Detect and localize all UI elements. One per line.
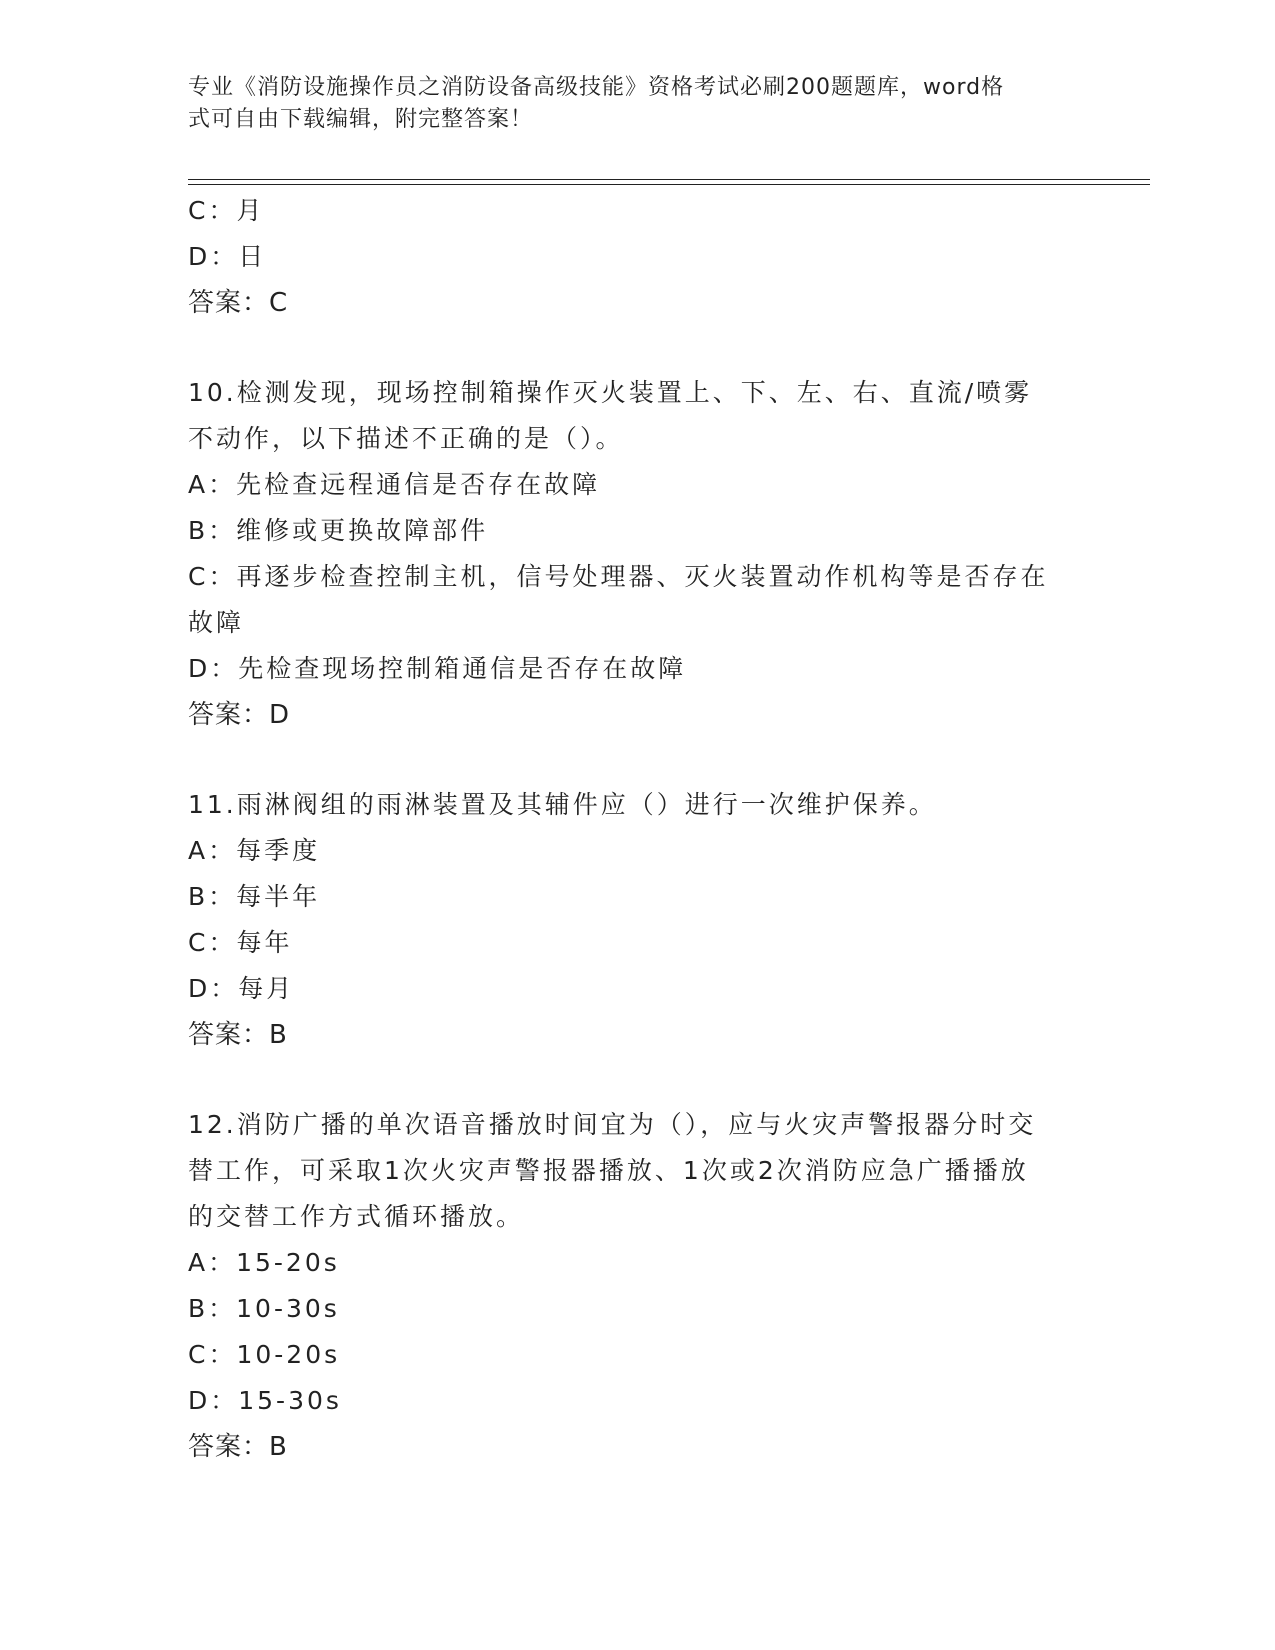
option-line: D：先检查现场控制箱通信是否存在故障 xyxy=(188,654,687,683)
option-line: B：每半年 xyxy=(188,882,321,911)
question-list xyxy=(188,188,1088,1470)
option-line: C：月 xyxy=(188,196,265,225)
question-text: 11.雨淋阀组的雨淋装置及其辅件应（）进行一次维护保养。 xyxy=(188,790,937,819)
option-line: A：先检查远程通信是否存在故障 xyxy=(188,470,601,499)
option-line: B：10-30s xyxy=(188,1294,340,1323)
option-line: 故障 xyxy=(188,608,245,637)
header-line-1: 专业《消防设施操作员之消防设备高级技能》资格考试必刷200题题库，word格 xyxy=(188,75,1005,100)
answer-line: 答案：B xyxy=(188,1020,288,1050)
question-block xyxy=(188,1102,1088,1470)
question-block xyxy=(188,188,1088,326)
block-spacer xyxy=(188,326,1088,370)
question-block xyxy=(188,370,1088,738)
option-line: D：每月 xyxy=(188,974,295,1003)
option-line: D：日 xyxy=(188,242,267,271)
question-block xyxy=(188,782,1088,1058)
document-header xyxy=(188,72,1088,136)
header-line-2: 式可自由下载编辑，附完整答案！ xyxy=(188,107,534,132)
question-text: 12.消防广播的单次语音播放时间宜为（），应与火灾声警报器分时交 xyxy=(188,1110,1037,1139)
option-line: D：15-30s xyxy=(188,1386,342,1415)
header-divider-top xyxy=(188,179,1150,180)
header-divider-bottom xyxy=(188,184,1150,185)
question-text: 的交替工作方式循环播放。 xyxy=(188,1202,525,1231)
question-text: 替工作，可采取1次火灾声警报器播放、1次或2次消防应急广播播放 xyxy=(188,1156,1029,1185)
question-text: 不动作，以下描述不正确的是（）。 xyxy=(188,424,624,453)
answer-line: 答案：D xyxy=(188,700,291,730)
option-line: A：15-20s xyxy=(188,1248,340,1277)
option-line: C：10-20s xyxy=(188,1340,341,1369)
answer-line: 答案：B xyxy=(188,1432,288,1462)
answer-line: 答案：C xyxy=(188,288,289,318)
block-spacer xyxy=(188,1058,1088,1102)
option-line: C：再逐步检查控制主机，信号处理器、灭火装置动作机构等是否存在 xyxy=(188,562,1049,591)
option-line: B：维修或更换故障部件 xyxy=(188,516,489,545)
block-spacer xyxy=(188,738,1088,782)
question-text: 10.检测发现，现场控制箱操作灭火装置上、下、左、右、直流/喷雾 xyxy=(188,378,1033,407)
option-line: C：每年 xyxy=(188,928,293,957)
option-line: A：每季度 xyxy=(188,836,321,865)
